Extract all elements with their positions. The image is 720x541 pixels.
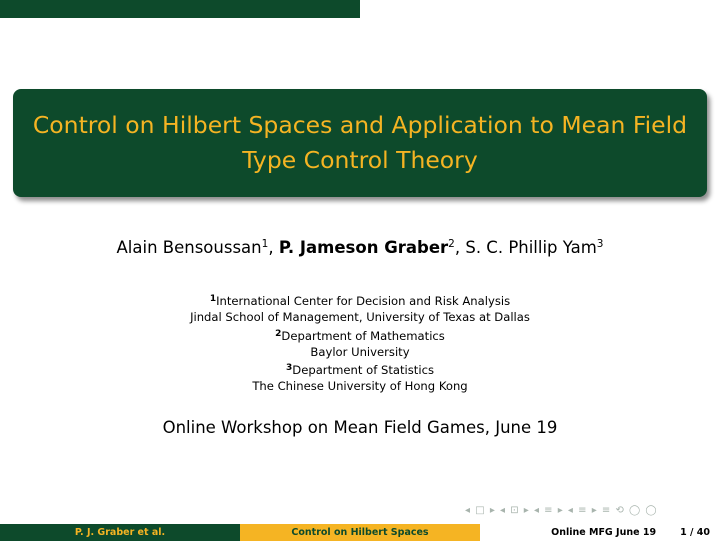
footer-author [0,524,240,541]
event-line: Online Workshop on Mean Field Games, June 19 [162,418,558,437]
author-affiliation-mark: 3 [596,238,604,250]
author-affiliation-mark: 2 [448,238,455,250]
title-line-1: Control on Hilbert Spaces and Application to Mean Field [32,111,688,139]
affiliation-text: Baylor University [310,344,410,359]
affiliation-line [0,344,720,360]
footer-info [480,524,720,541]
affiliation-mark: 3 [286,363,293,374]
header-progress-bar-left [0,0,360,18]
header-progress-bar-right [360,0,720,18]
footer-title [240,524,480,541]
author-name-presenter: P. Jameson Graber [278,238,449,257]
affiliation-line [0,360,720,378]
footer-date: Online MFG June 19 [551,527,657,538]
title-line-2: Type Control Theory [242,146,478,174]
affiliation-line [0,378,720,394]
affiliation-line [0,309,720,325]
affiliation-line [0,291,720,309]
author-name: Alain Bensoussan [116,238,262,257]
affiliations-block [0,291,720,395]
footer-title-text: Control on Hilbert Spaces [291,527,429,538]
affiliation-mark: 2 [275,328,282,339]
author-affiliation-mark: 1 [261,238,269,250]
author-name: S. C. Phillip Yam [465,238,597,257]
title-block [13,89,707,197]
authors-line: Alain Bensoussan$^1$, P. Jameson Graber$^2$, S. C. Phillip Yam$^3$ [116,238,604,257]
affiliation-text: Department of Statistics [292,363,434,378]
beamer-navigation-icons[interactable]: ◂ □ ▸ ◂ ⊡ ▸ ◂ ≡ ▸ ◂ ≡ ▸ ≡ ⟲ ◯ ◯ [465,505,658,516]
footer-bar [0,524,720,541]
affiliation-text: The Chinese University of Hong Kong [252,379,468,394]
affiliation-text: Department of Mathematics [281,328,445,343]
affiliation-text: Jindal School of Management, University of Texas at Dallas [190,310,530,325]
footer-page-number: 1 / 40 [680,527,710,538]
affiliation-line [0,326,720,344]
footer-author-text: P. J. Graber et al. [74,527,166,538]
affiliation-text: International Center for Decision and Risk Analysis [216,294,511,308]
affiliation-mark: 1 [209,294,217,304]
